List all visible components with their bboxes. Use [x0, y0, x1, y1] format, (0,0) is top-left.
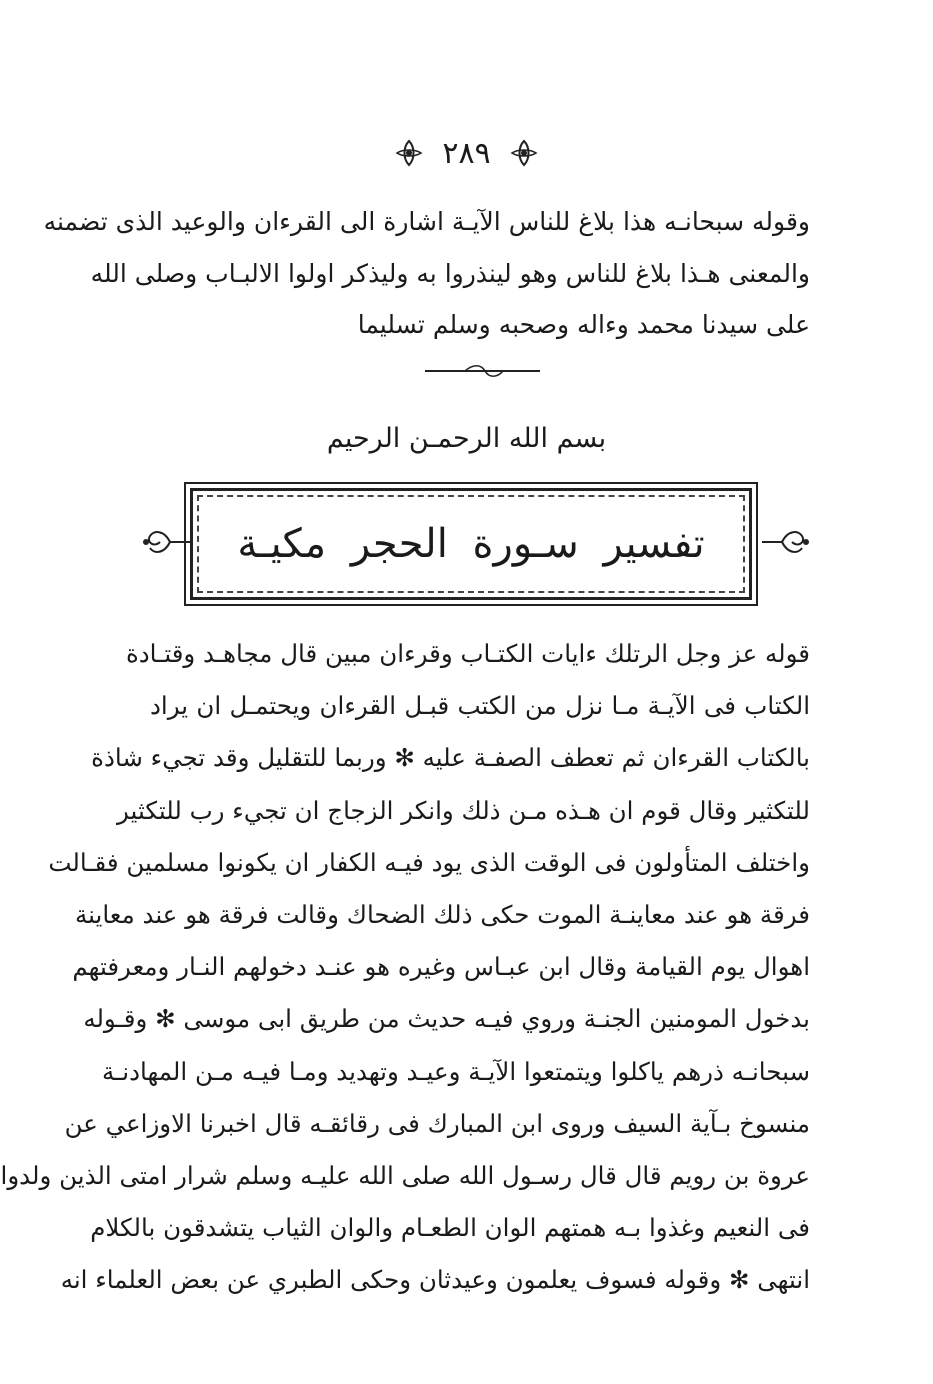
text-line: واختلف المتأولون فى الوقت الذى يود فيـه الكفار ان يكونوا مسلمين فقـالت — [48, 847, 810, 877]
text-line: بالكتاب القرءان ثم تعطف الصفـة عليه ✻ وربما للتقليل وقد تجيء شاذة — [91, 743, 810, 773]
text-line: فى النعيم وغذوا بـه همتهم الوان الطعـام والوان الثياب يتشدقون بالكلام — [90, 1213, 810, 1243]
basmala: بسم الله الرحمـن الرحيم — [326, 423, 607, 454]
surah-title: تفسير سـورة الحجر مكيـة — [237, 521, 705, 567]
page-number: ٢٨٩ — [442, 135, 491, 171]
commentary-body — [0, 628, 810, 1306]
text-line: والمعنى هـذا بلاغ للناس وهو لينذروا به وليذكر اولوا الالبـاب وصلى الله — [90, 258, 810, 288]
text-line: وقوله سبحانـه هذا بلاغ للناس الآيـة اشارة الى القرءان والوعيد الذى تضمنه — [43, 207, 810, 236]
text-line: انتهى ✻ وقوله فسوف يعلمون وعيدثان وحكى الطبري عن بعض العلماء انه — [60, 1265, 810, 1295]
text-line: عروة بن رويم قال قال رسـول الله صلى الله عليـه وسلم شرار امتى الذين ولدوا — [0, 1160, 810, 1190]
intro-paragraph — [43, 196, 810, 351]
text-line: فرقة هو عند معاينـة الموت حكى ذلك الضحاك وقالت فرقة هو عند معاينة — [75, 899, 810, 929]
text-line: اهوال يوم القيامة وقال ابن عبـاس وغيره هو عنـد دخولهم النـار ومعرفتهم — [72, 952, 810, 982]
text-line: بدخول المومنين الجنـة وروي فيـه حديث من طريق ابى موسى ✻ وقـوله — [83, 1004, 810, 1034]
floral-ornament-icon — [509, 138, 539, 168]
text-line: منسوخ بـآية السيف وروى ابن المبارك فى رقائقـه قال اخبرنا الاوزاعي عن — [64, 1108, 810, 1138]
text-line: سبحانـه ذرهم ياكلوا ويتمتعوا الآيـة وعيـد وتهديد ومـا فيـه مـن المهادنـة — [101, 1056, 810, 1086]
text-line: الكتاب فى الآيـة مـا نزل من الكتب قبـل القرءان ويحتمـل ان يراد — [150, 691, 810, 721]
scroll-ornament-icon — [758, 522, 812, 562]
text-line: قوله عز وجل الرتلك ءايات الكتـاب وقرءان مبين قال مجاهـد وقتـادة — [125, 639, 810, 668]
surah-title-frame — [190, 488, 752, 600]
text-line: على سيدنا محمد وءاله وصحبه وسلم تسليما — [357, 310, 810, 339]
scroll-ornament-icon — [140, 522, 194, 562]
page-header — [0, 128, 933, 178]
section-divider — [425, 360, 540, 382]
floral-ornament-icon — [394, 138, 424, 168]
text-line: للتكثير وقال قوم ان هـذه مـن ذلك وانكر الزجاج ان تجيء رب للتكثير — [117, 795, 810, 825]
